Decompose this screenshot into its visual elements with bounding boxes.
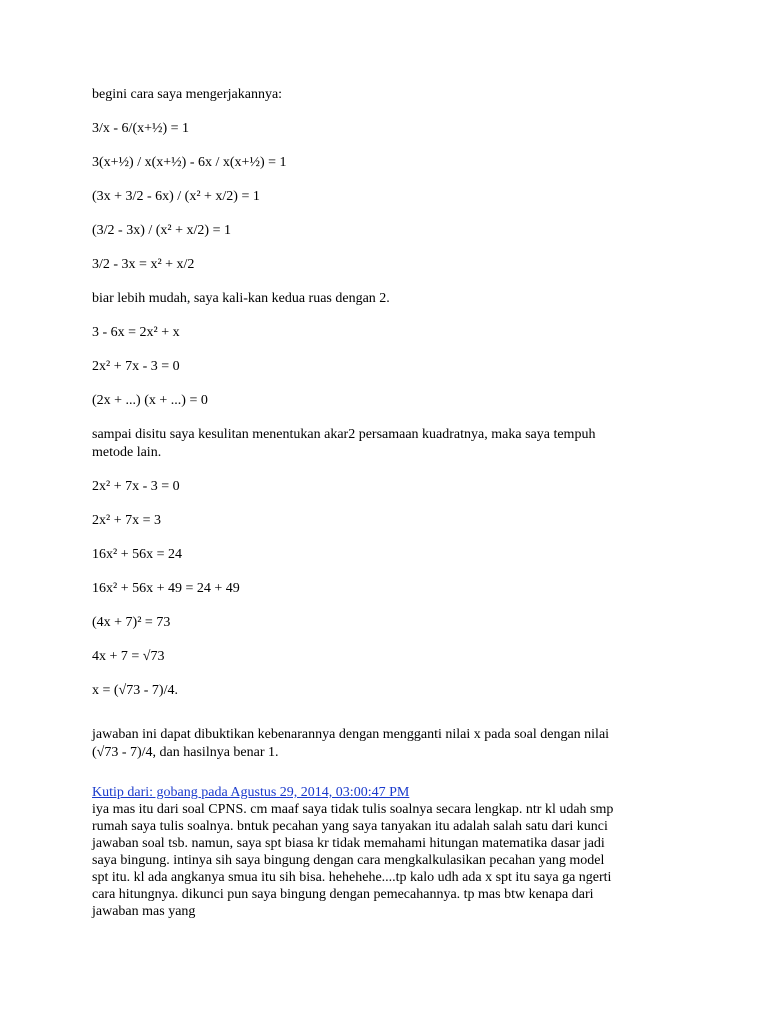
equation-step: 16x² + 56x + 49 = 24 + 49	[92, 581, 240, 596]
equation-step: 3/2 - 3x = x² + x/2	[92, 257, 195, 272]
equation-step: 16x² + 56x = 24	[92, 547, 182, 562]
equation-step: (3x + 3/2 - 6x) / (x² + x/2) = 1	[92, 189, 260, 204]
equation-step: x = (√73 - 7)/4.	[92, 683, 178, 698]
quote-source-link[interactable]: Kutip dari: gobang pada Agustus 29, 2014, 03:00:47 PM	[92, 785, 410, 800]
equation-step: 2x² + 7x - 3 = 0	[92, 479, 180, 494]
quote-block	[92, 784, 692, 920]
equation-step: (4x + 7)² = 73	[92, 615, 171, 630]
equation-step: 3/x - 6/(x+½) = 1	[92, 121, 190, 136]
document-page	[92, 86, 692, 920]
difficulty-note: sampai disitu saya kesulitan menentukan akar2 persamaan kuadratnya, maka saya tempuh metode lain.	[92, 427, 596, 460]
equation-step: (3/2 - 3x) / (x² + x/2) = 1	[92, 223, 231, 238]
intro-text: begini cara saya mengerjakannya:	[92, 87, 283, 102]
conclusion-text: jawaban ini dapat dibuktikan kebenarannya dengan mengganti nilai x pada soal dengan nilai (√73 - 7)/4, dan hasilnya benar 1.	[92, 727, 610, 760]
equation-step: 3(x+½) / x(x+½) - 6x / x(x+½) = 1	[92, 155, 287, 170]
equation-step: (2x + ...) (x + ...) = 0	[92, 393, 208, 408]
equation-step: 3 - 6x = 2x² + x	[92, 325, 180, 340]
equation-step: 2x² + 7x = 3	[92, 513, 161, 528]
equation-step: 4x + 7 = √73	[92, 649, 165, 664]
quote-body: iya mas itu dari soal CPNS. cm maaf saya tidak tulis soalnya secara lengkap. ntr kl udah smp rumah saya tulis soalnya. bntuk pecahan yang saya tanyakan itu adalah salah satu dari kunci jawaban soal tsb. namun, saya spt biasa kr tidak memahami hitungan matematika dasar jadi saya bingung. intinya sih saya bingung dengan cara mengkalkulasikan pecahan yang model spt itu. kl ada angkanya smua itu sih bisa. hehehehe....tp kalo udh ada x spt itu saya ga ngerti cara hitungnya. dikunci pun saya bingung dengan pemecahannya. tp mas btw kenapa dari jawaban mas yang	[92, 802, 614, 919]
multiply-note: biar lebih mudah, saya kali-kan kedua ruas dengan 2.	[92, 291, 390, 306]
equation-step: 2x² + 7x - 3 = 0	[92, 359, 180, 374]
